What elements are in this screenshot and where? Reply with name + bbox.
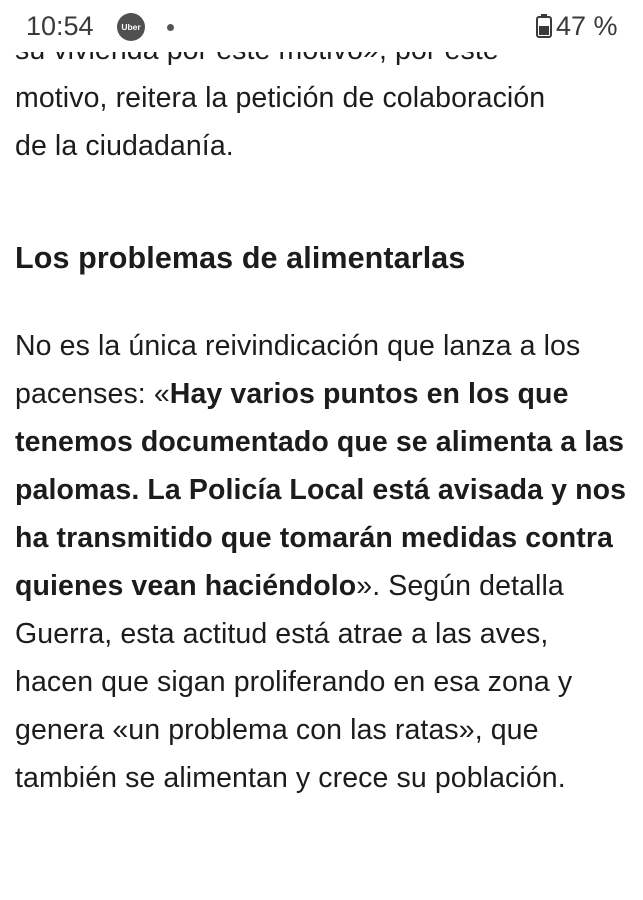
quote-open: « [153,378,170,410]
more-notifications-dot-icon [167,24,174,31]
body-paragraph [15,322,633,802]
battery-icon [536,14,552,38]
battery-percentage: 47 % [556,11,618,41]
bold-quote: Hay varios puntos en los que tenemos documentado que se alimenta a las palomas. La Policía Local está avisada y nos ha transmitido que tomarán medidas contra quienes vean haciéndolo [15,378,627,602]
uber-notification-icon: Uber [117,13,145,41]
body-rest: . Según detalla Guerra, esta actitud está atrae a las aves, hacen que sigan proliferando en esa zona y genera «un problema con las ratas», que también se alimentan y crece su población. [15,570,573,794]
intro-line: de la ciudadanía. [15,130,234,162]
section-heading: Los problemas de alimentarlas [15,241,466,275]
intro-line: motivo, reitera la petición de colaboración [15,82,546,114]
quote-close: » [356,570,373,602]
status-bar [0,0,643,52]
body-lead: No es la única reivindicación que lanza a los pacenses: [15,330,581,410]
status-clock: 10:54 [26,11,94,41]
